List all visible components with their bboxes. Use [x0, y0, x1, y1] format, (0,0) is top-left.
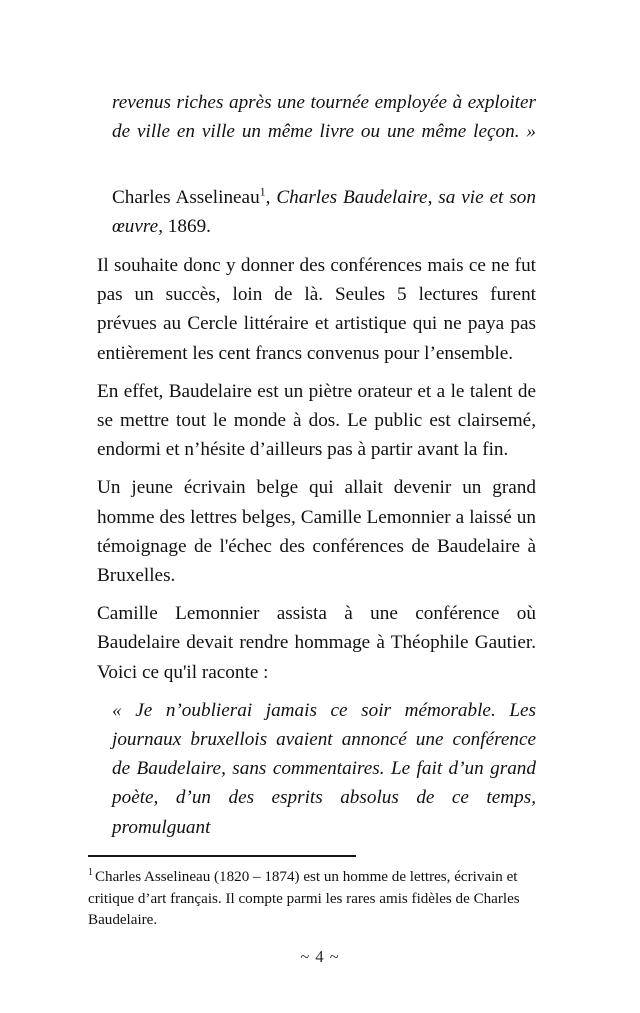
body-paragraph-1: Il souhaite donc y donner des conférences mais ce ne fut pas un succès, loin de là. Seules 5 lectures furent prévues au Cercle littéraire et artistique qui ne paya pas entièrement les cent francs convenus pour l’ensemble.: [97, 255, 536, 364]
footnote-entry: [88, 867, 540, 932]
body-paragraph-2: En effet, Baudelaire est un piètre orateur et a le talent de se mettre tout le monde à dos. Le public est clairsemé, endormi et n’hésite d’ailleurs pas à partir avant la fin.: [97, 380, 536, 461]
footnote-separator-rule: [88, 855, 356, 857]
footnote-marker: 1: [88, 866, 93, 878]
source-citation: [97, 183, 536, 241]
body-paragraph-4: Camille Lemonnier assista à une conférence où Baudelaire devait rendre hommage à Théophile Gautier. Voici ce qu'il raconte :: [97, 603, 536, 683]
closing-blockquote: « Je n’oublierai jamais ce soir mémorable. Les journaux bruxellois avaient annoncé une conférence de Baudelaire, sans commentaires. Le fait d’un grand poète, d’un des esprits absolus de ce temps, promulguant: [112, 699, 536, 838]
citation-author: Charles Asselineau: [112, 186, 260, 208]
body-paragraph-3: Un jeune écrivain belge qui allait devenir un grand homme des lettres belges, Camille Lemonnier a laissé un témoignage de l'échec des conférences de Baudelaire à Bruxelles.: [97, 477, 536, 587]
citation-separator: ,: [265, 186, 277, 208]
page-content: [97, 88, 536, 871]
page-number: ~ 4 ~: [300, 947, 340, 966]
citation-year: , 1869.: [158, 215, 211, 237]
citation-work-title: Charles Baudelaire, sa vie et son œuvre: [112, 186, 536, 237]
footnote-section: [88, 855, 540, 932]
opening-blockquote: revenus riches après une tournée employée à exploiter de ville en ville un même livre ou une même leçon. »: [112, 92, 536, 143]
footnote-text: Charles Asselineau (1820 – 1874) est un homme de lettres, écrivain et critique d’art français. Il compte parmi les rares amis fidèles de Charles Baudelaire.: [88, 869, 520, 929]
footnote-reference-marker[interactable]: 1: [259, 184, 266, 199]
